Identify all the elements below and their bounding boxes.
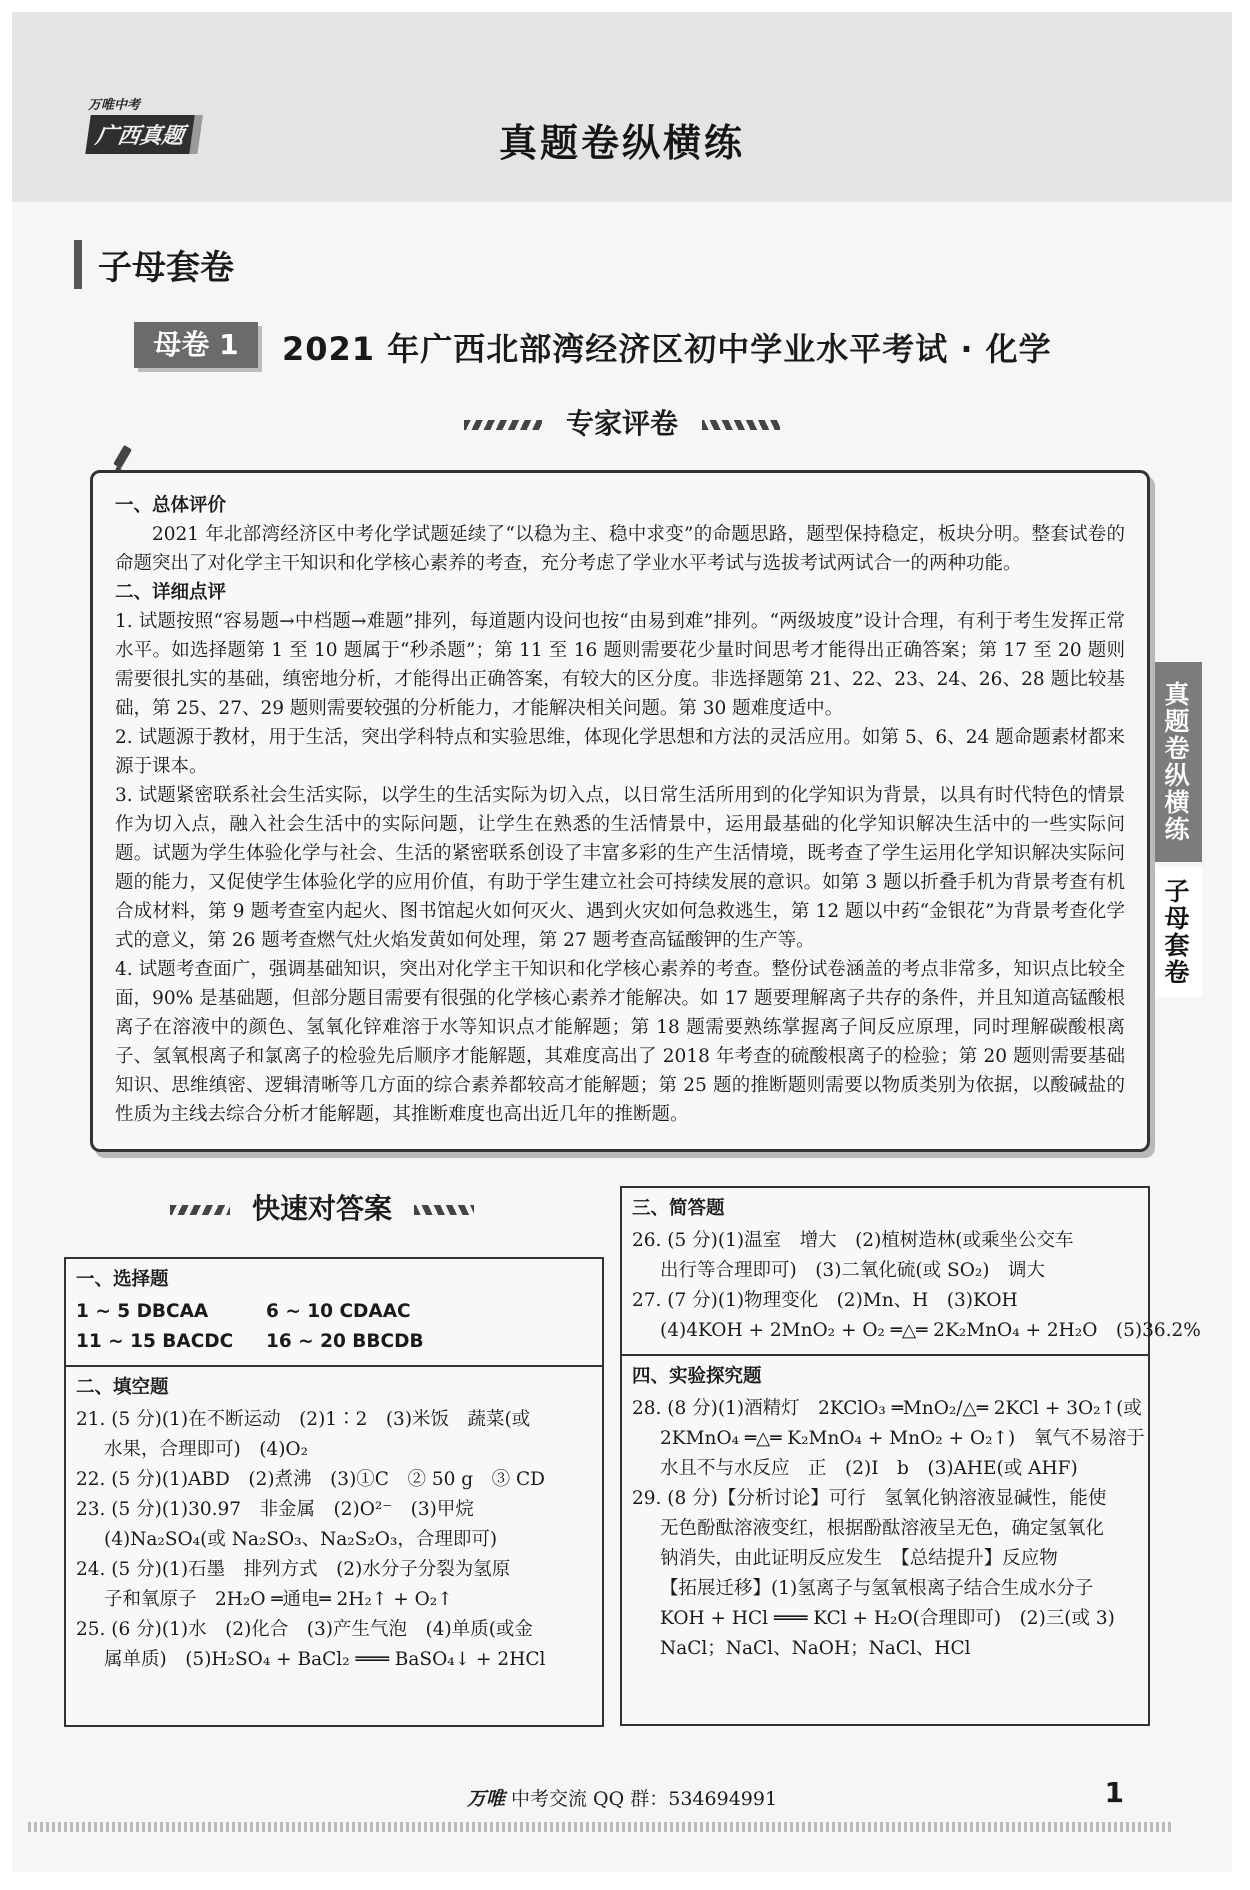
divider <box>622 1354 1148 1356</box>
answer-21-cont: 水果，合理即可) (4)O₂ <box>104 1439 309 1460</box>
detail-point-1: 1. 试题按照“容易题→中档题→难题”排列，每道题内设问也按“由易到难”排列。“两级坡度”设计合理，有利于考生发挥正常水平。如选择题第 1 至 10 题属于“秒杀题”；第 11 至 16 题则需要花少量时间思考才能得出正确答案；第 17 至 20 题则需要很扎实的基础，缜密地分析，才能得出正确答案，有较大的区分度。非选择题第 21、22、23、24、26、28 题比较基础，第 25、27、29 题则需要较强的分析能力，才能解决相关问题。第 30 题难度适中。 <box>115 611 1125 719</box>
logo-title: 广西真题 <box>85 115 202 154</box>
mc-answers-11-15: 11 ~ 15 BACDC <box>76 1331 234 1352</box>
answer-29: 29. (8 分)【分析讨论】可行 氢氧化钠溶液显碱性，能使 <box>632 1488 1107 1509</box>
exp-title: 四、实验探究题 <box>632 1366 762 1387</box>
mc-answers-6-10: 6 ~ 10 CDAAC <box>266 1301 411 1322</box>
detail-point-4: 4. 试题考查面广，强调基础知识，突出对化学主干知识和化学核心素养的考查。整份试卷涵盖的考点非常多，知识点比较全面，90% 是基础题，但部分题目需要有很强的化学核心素养才能解决。如 17 题要理解离子共存的条件，并且知道高锰酸根离子在溶液中的颜色、氢氧化锌难溶于水等知识点才能解题；第 18 题需要熟练掌握离子间反应原理，同时理解碳酸根离子、氢氧根离子和氯离子的检验先后顺序才能解题，其难度高出了 2018 年考查的硫酸根离子的检验；第 20 题则需要基础知识、思维缜密、逻辑清晰等几方面的综合素养都较高才能解题；第 25 题的推断题则需要以物质类别为依据，以酸碱盐的性质为主线去综合分析才能解题，其推断难度也高出近几年的推断题。 <box>115 959 1125 1125</box>
page-number: 1 <box>1104 1776 1124 1809</box>
answer-26: 26. (5 分)(1)温室 增大 (2)植树造林(或乘坐公交车 <box>632 1230 1074 1251</box>
quick-answer-heading-text: 快速对答案 <box>251 1192 392 1225</box>
short-title: 三、简答题 <box>632 1198 725 1219</box>
answer-25: 25. (6 分)(1)水 (2)化合 (3)产生气泡 (4)单质(或金 <box>76 1619 533 1640</box>
footer-brand: 万唯 <box>466 1788 505 1810</box>
answer-29-cont-5: NaCl；NaCl、NaOH；NaCl、HCl <box>660 1638 971 1659</box>
answer-28-cont-1: 2KMnO₄ ═△═ K₂MnO₄ + MnO₂ + O₂↑) 氧气不易溶于 <box>660 1428 1145 1449</box>
answer-29-cont-1: 无色酚酞溶液变红，根据酚酞溶液呈无色，确定氢氧化 <box>660 1518 1105 1539</box>
logo-subtitle: 万唯中考 <box>88 98 141 113</box>
answer-29-cont-4: KOH + HCl ═══ KCl + H₂O(合理即可) (2)三(或 3) <box>660 1608 1115 1629</box>
detail-point-3: 3. 试题紧密联系社会生活实际，以学生的生活实际为切入点，以日常生活所用到的化学知识为背景，以具有时代特色的情景作为切入点，融入社会生活中的实际问题，让学生在熟悉的生活情景中，运用最基础的化学知识解决生活中的一些实际问题。试题为学生体验化学与社会、生活的紧密联系创设了丰富多彩的生产生活情境，既考查了学生运用化学知识解决实际问题的能力，又促使学生体验化学的应用价值，有助于学生建立社会可持续发展的意识。如第 3 题以折叠手机为背景考查有机合成材料，第 9 题考查室内起火、图书馆起火如何灭火、遇到火灾如何急救逃生，第 12 题以中药“金银花”为背景考查化学式的意义，第 26 题考查燃气灶火焰发黄如何处理，第 27 题考查高锰酸钾的生产等。 <box>115 785 1125 951</box>
exam-badge: 母卷 1 <box>134 322 258 368</box>
answer-24-cont: 子和氧原子 2H₂O ═通电═ 2H₂↑ + O₂↑ <box>104 1589 453 1610</box>
section-heading: 子母套卷 <box>74 240 234 289</box>
mc-answers-1-5: 1 ~ 5 DBCAA <box>76 1301 209 1322</box>
stripe-decoration-left <box>464 420 542 430</box>
detail-point-2: 2. 试题源于教材，用于生活，突出学科特点和实验思维，体现化学思想和方法的灵活应用。如第 5、6、24 题命题素材都来源于课本。 <box>115 727 1125 777</box>
mc-answers-16-20: 16 ~ 20 BBCDB <box>266 1331 424 1352</box>
detail-eval-heading: 二、详细点评 <box>115 582 227 603</box>
overall-eval-text: 2021 年北部湾经济区中考化学试题延续了“以稳为主、稳中求变”的命题思路，题型保持稳定，板块分明。整套试卷的命题突出了对化学主干知识和化学核心素养的考查，充分考虑了学业水平考试与选拔考试两试合一的两种功能。 <box>115 524 1125 574</box>
answer-21: 21. (5 分)(1)在不断运动 (2)1∶2 (3)米饭 蔬菜(或 <box>76 1409 531 1430</box>
answer-27-cont: (4)4KOH + 2MnO₂ + O₂ ═△═ 2K₂MnO₄ + 2H₂O (5)36.2% <box>660 1320 1201 1341</box>
expert-heading <box>442 402 802 442</box>
mc-row-2 <box>76 1327 592 1357</box>
answer-27: 27. (7 分)(1)物理变化 (2)Mn、H (3)KOH <box>632 1290 1018 1311</box>
header-title: 真题卷纵横练 <box>498 121 745 165</box>
answer-25-cont: 属单质) (5)H₂SO₄ + BaCl₂ ═══ BaSO₄↓ + 2HCl <box>104 1649 546 1670</box>
answer-29-cont-3: 【拓展迁移】(1)氢离子与氢氧根离子结合生成水分子 <box>660 1578 1094 1599</box>
divider <box>66 1365 602 1367</box>
answer-29-cont-2: 钠消失，由此证明反应发生 【总结提升】反应物 <box>660 1548 1058 1569</box>
answer-23-cont: (4)Na₂SO₄(或 Na₂SO₃、Na₂S₂O₃，合理即可) <box>104 1529 498 1550</box>
expert-review-box <box>90 470 1150 1152</box>
side-tab-subsection[interactable]: 子母套卷 <box>1148 867 1202 997</box>
page <box>12 12 1232 1872</box>
answer-22: 22. (5 分)(1)ABD (2)煮沸 (3)①C ② 50 g ③ CD <box>76 1469 545 1490</box>
footer-rule <box>28 1822 1172 1832</box>
stripe-decoration-left <box>170 1205 230 1215</box>
stripe-decoration-right <box>702 420 780 430</box>
footer-qq-group: 中考交流 QQ 群：534694991 <box>511 1788 778 1810</box>
mc-row-1 <box>76 1297 592 1327</box>
quick-answer-heading <box>142 1187 502 1227</box>
stripe-decoration-right <box>414 1205 474 1215</box>
answer-26-cont: 出行等合理即可) (3)二氧化硫(或 SO₂) 调大 <box>660 1260 1045 1281</box>
side-tab-section[interactable]: 真题卷纵横练 <box>1148 662 1202 862</box>
answers-right-box <box>620 1186 1201 1726</box>
exam-title: 2021 年广西北部湾经济区初中学业水平考试 · 化学 <box>282 330 1052 368</box>
expert-heading-text: 专家评卷 <box>565 407 678 440</box>
page-header <box>12 12 1232 202</box>
answers-left-box <box>64 1257 604 1727</box>
answer-28-cont-2: 水且不与水反应 正 (2)I b (3)AHE(或 AHF) <box>660 1458 1078 1479</box>
answer-23: 23. (5 分)(1)30.97 非金属 (2)O²⁻ (3)甲烷 <box>76 1499 474 1520</box>
fill-title: 二、填空题 <box>76 1377 169 1398</box>
answer-24: 24. (5 分)(1)石墨 排列方式 (2)水分子分裂为氢原 <box>76 1559 511 1580</box>
footer <box>12 1784 1232 1811</box>
mc-title: 一、选择题 <box>76 1269 169 1290</box>
answer-28: 28. (8 分)(1)酒精灯 2KClO₃ ═MnO₂/△═ 2KCl + 3O₂↑(或 <box>632 1398 1142 1419</box>
overall-eval-heading: 一、总体评价 <box>115 495 227 516</box>
